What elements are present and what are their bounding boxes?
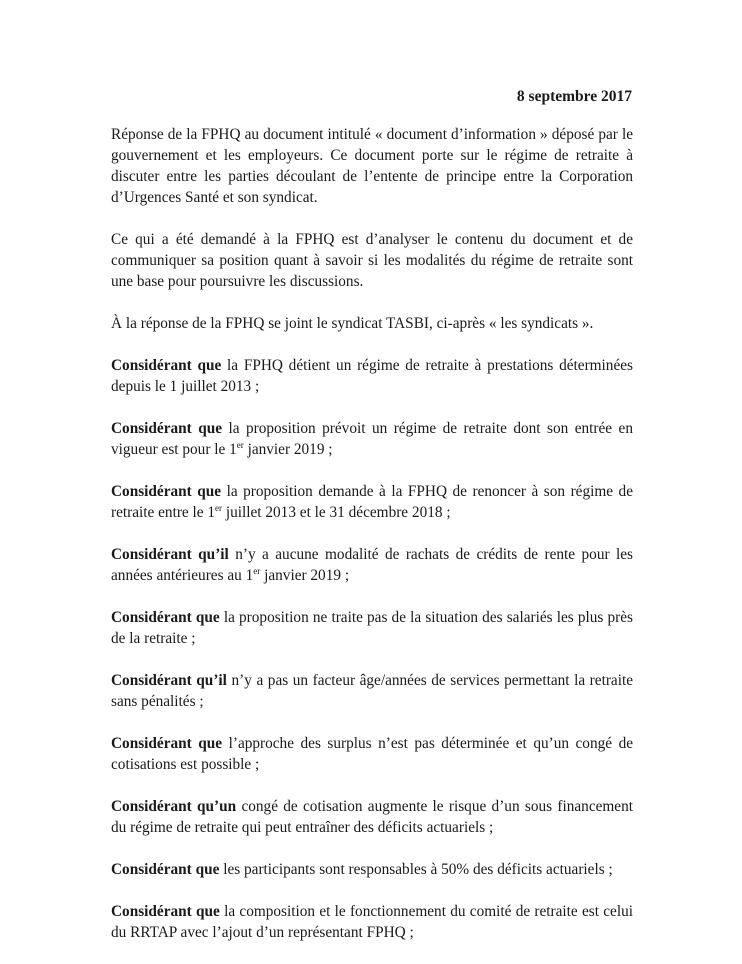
document-body xyxy=(111,124,633,964)
consideration-text: juillet 2013 et le 31 décembre 2018 ; xyxy=(222,504,451,521)
consideration-paragraph xyxy=(111,355,633,397)
document-date: 8 septembre 2017 xyxy=(516,88,632,105)
consideration-text: la proposition demande à la FPHQ de renoncer à son régime de retraite entre le 1 xyxy=(111,483,633,521)
consideration-text: les participants sont responsables à 50% des déficits actuariels ; xyxy=(219,861,613,878)
consideration-text: n’y a pas un facteur âge/années de services permettant la retraite sans pénalités ; xyxy=(111,672,633,710)
consideration-text: janvier 2019 ; xyxy=(260,567,350,584)
consideration-lead: Considérant qu’il xyxy=(111,672,227,689)
consideration-lead: Considérant que xyxy=(111,609,220,626)
consideration-lead: Considérant que xyxy=(111,357,222,374)
consideration-paragraph xyxy=(111,859,633,880)
consideration-text: la FPHQ détient un régime de retraite à prestations déterminées depuis le 1 juillet 2013 ; xyxy=(111,357,633,395)
consideration-text: congé de cotisation augmente le risque d’un sous financement du régime de retraite qui peut entraîner des déficits actuariels ; xyxy=(111,798,633,836)
consideration-lead: Considérant que xyxy=(111,903,220,920)
ordinal-superscript: er xyxy=(236,440,244,450)
ordinal-superscript: er xyxy=(215,503,223,513)
consideration-paragraph xyxy=(111,607,633,649)
consideration-paragraph xyxy=(111,418,633,460)
ordinal-superscript: er xyxy=(253,566,261,576)
consideration-paragraph xyxy=(111,796,633,838)
consideration-lead: Considérant qu’il xyxy=(111,546,229,563)
intro-paragraph: Réponse de la FPHQ au document intitulé « document d’information » déposé par le gouvernement et les employeurs. Ce document porte sur le régime de retraite à discuter entre les parties découlant de l’entente de principe entre la Corporation d’Urgences Santé et son syndicat. xyxy=(111,126,633,206)
consideration-paragraph xyxy=(111,901,633,943)
consideration-paragraph xyxy=(111,481,633,523)
consideration-paragraph xyxy=(111,670,633,712)
join-paragraph: À la réponse de la FPHQ se joint le syndicat TASBI, ci-après « les syndicats ». xyxy=(111,315,594,332)
consideration-text: n’y a aucune modalité de rachats de crédits de rente pour les années antérieures au 1 xyxy=(111,546,633,584)
consideration-paragraph xyxy=(111,733,633,775)
consideration-lead: Considérant que xyxy=(111,420,223,437)
consideration-lead: Considérant qu’un xyxy=(111,798,237,815)
consideration-text: l’approche des surplus n’est pas déterminée et qu’un congé de cotisations est possible ; xyxy=(111,735,634,773)
consideration-text: la proposition prévoit un régime de retraite dont son entrée en vigueur est pour le 1 xyxy=(111,420,633,458)
consideration-lead: Considérant que xyxy=(111,483,222,500)
request-paragraph: Ce qui a été demandé à la FPHQ est d’analyser le contenu du document et de communiquer sa position quant à savoir si les modalités du régime de retraite sont une base pour poursuivre les discussions. xyxy=(111,231,633,290)
consideration-lead: Considérant que xyxy=(111,735,223,752)
consideration-paragraph xyxy=(111,544,633,586)
consideration-text: janvier 2019 ; xyxy=(243,441,333,458)
consideration-text: la proposition ne traite pas de la situation des salariés les plus près de la retraite ; xyxy=(111,609,633,647)
consideration-lead: Considérant que xyxy=(111,861,220,878)
consideration-text: la composition et le fonctionnement du comité de retraite est celui du RRTAP avec l’ajout d’un représentant FPHQ ; xyxy=(111,903,633,941)
